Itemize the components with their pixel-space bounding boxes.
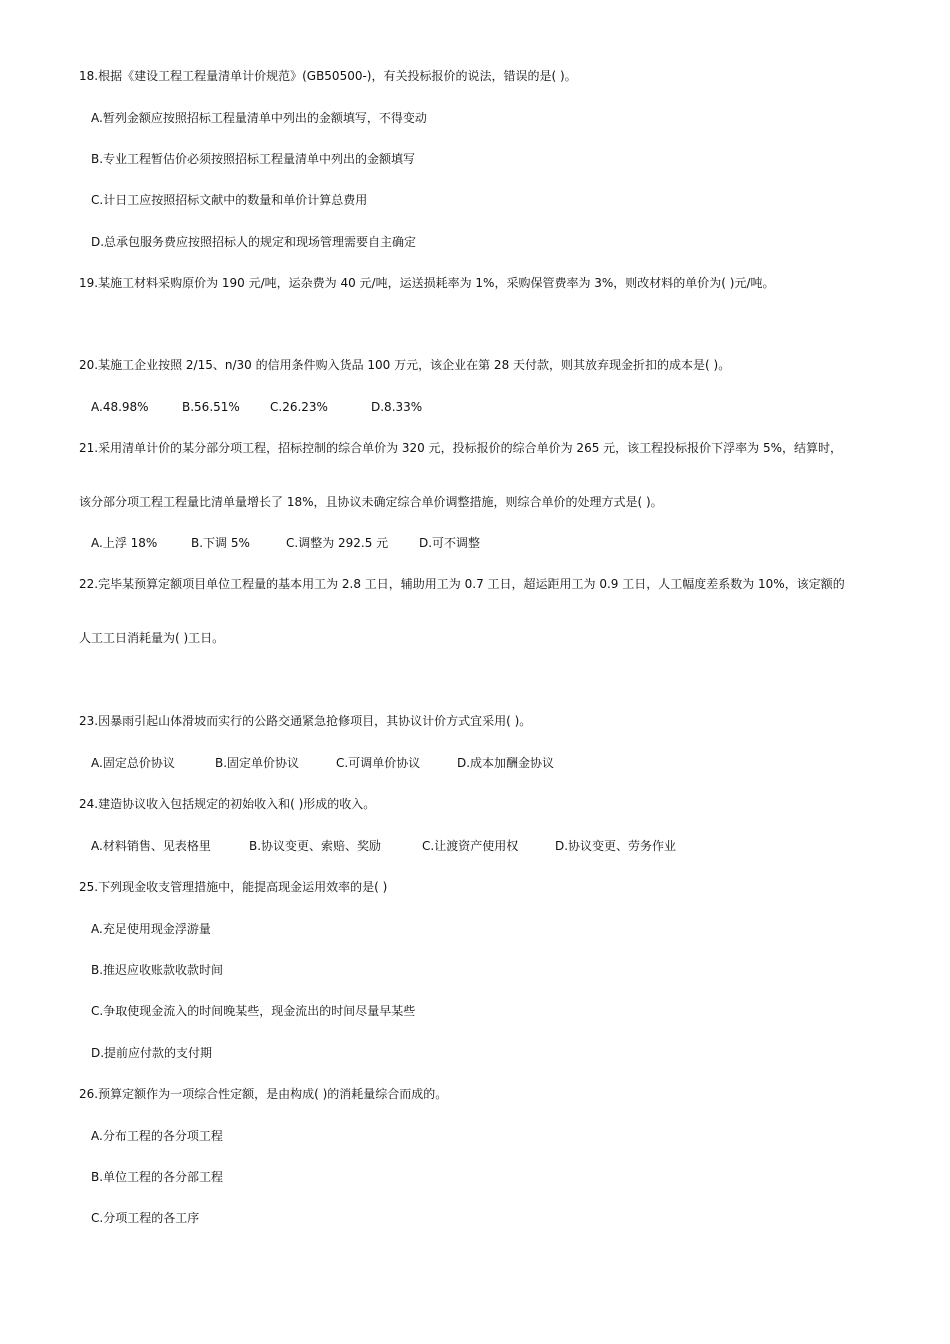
question-24-stem: 24.建造协议收入包括规定的初始收入和( )形成的收入。 <box>79 797 376 811</box>
question-23-option-d: D.成本加酬金协议 <box>457 756 555 770</box>
question-25-option-a: A.充足使用现金浮游量 <box>91 922 211 936</box>
question-26-option-b: B.单位工程的各分部工程 <box>91 1170 224 1184</box>
question-26-option-a: A.分布工程的各分项工程 <box>91 1129 223 1143</box>
question-22-stem-line-1: 22.完毕某预算定额项目单位工程量的基本用工为 2.8 工日，辅助用工为 0.7 工日，超运距用工为 0.9 工日，人工幅度差系数为 10%，该定额的 <box>79 577 845 591</box>
question-18-option-d: D.总承包服务费应按照招标人的规定和现场管理需要自主确定 <box>91 235 417 249</box>
question-26-stem: 26.预算定额作为一项综合性定额，是由构成( )的消耗量综合而成的。 <box>79 1087 448 1101</box>
question-20-option-b: B.56.51% <box>182 400 240 414</box>
question-24-option-c: C.让渡资产使用权 <box>422 839 519 853</box>
question-24-option-d: D.协议变更、劳务作业 <box>555 839 677 853</box>
question-18-option-a: A.暂列金额应按照招标工程量清单中列出的金额填写，不得变动 <box>91 111 427 125</box>
question-23-stem: 23.因暴雨引起山体滑坡而实行的公路交通紧急抢修项目，其协议计价方式宜采用( )。 <box>79 714 532 728</box>
question-25-option-b: B.推迟应收账款收款时间 <box>91 963 224 977</box>
question-23-option-b: B.固定单价协议 <box>215 756 300 770</box>
question-23-option-c: C.可调单价协议 <box>336 756 421 770</box>
question-18-option-b: B.专业工程暂估价必须按照招标工程量清单中列出的金额填写 <box>91 152 416 166</box>
question-25-option-c: C.争取使现金流入的时间晚某些，现金流出的时间尽量早某些 <box>91 1004 416 1018</box>
question-21-option-d: D.可不调整 <box>419 536 481 550</box>
question-20-option-a: A.48.98% <box>91 400 149 414</box>
question-23-option-a: A.固定总价协议 <box>91 756 175 770</box>
question-25-option-d: D.提前应付款的支付期 <box>91 1046 213 1060</box>
question-19-stem: 19.某施工材料采购原价为 190 元/吨，运杂费为 40 元/吨，运送损耗率为 1%，采购保管费率为 3%，则改材料的单价为( )元/吨。 <box>79 276 775 290</box>
question-18-stem: 18.根据《建设工程工程量清单计价规范》(GB50500-)，有关投标报价的说法，错误的是( )。 <box>79 69 577 83</box>
question-26-option-c: C.分项工程的各工序 <box>91 1211 200 1225</box>
question-20-stem: 20.某施工企业按照 2/15、n/30 的信用条件购入货品 100 万元，该企业在第 28 天付款，则其放弃现金折扣的成本是( )。 <box>79 358 731 372</box>
question-20-option-c: C.26.23% <box>270 400 328 414</box>
question-21-option-c: C.调整为 292.5 元 <box>286 536 389 550</box>
question-24-option-a: A.材料销售、见表格里 <box>91 839 211 853</box>
question-25-stem: 25.下列现金收支管理措施中，能提高现金运用效率的是( ) <box>79 880 388 894</box>
question-21-stem-line-1: 21.采用清单计价的某分部分项工程，招标控制的综合单价为 320 元，投标报价的综合单价为 265 元，该工程投标报价下浮率为 5%，结算时， <box>79 441 843 455</box>
question-21-option-b: B.下调 5% <box>191 536 250 550</box>
question-18-option-c: C.计日工应按照招标文献中的数量和单价计算总费用 <box>91 193 368 207</box>
question-21-stem-line-2: 该分部分项工程工程量比清单量增长了 18%，且协议未确定综合单价调整措施，则综合单价的处理方式是( )。 <box>79 495 663 509</box>
question-21-option-a: A.上浮 18% <box>91 536 158 550</box>
question-22-stem-line-2: 人工工日消耗量为( )工日。 <box>79 631 225 645</box>
question-20-option-d: D.8.33% <box>371 400 423 414</box>
question-24-option-b: B.协议变更、索赔、奖励 <box>249 839 382 853</box>
